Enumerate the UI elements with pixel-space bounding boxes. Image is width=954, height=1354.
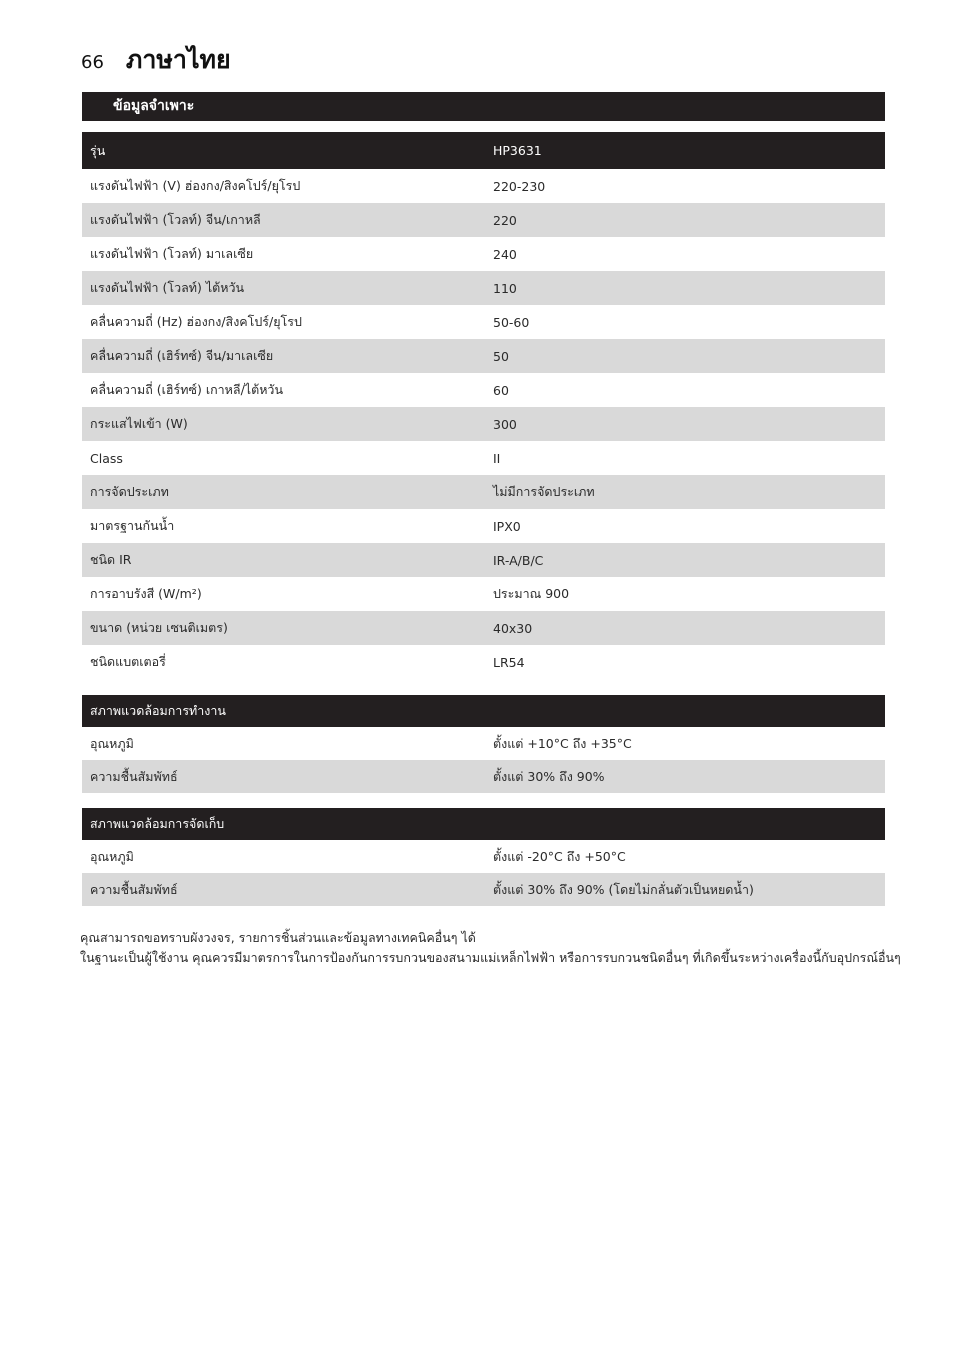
table-row	[82, 441, 885, 475]
section-title: ข้อมูลจำเพาะ	[113, 98, 195, 114]
spec-label: ขนาด (หน่วย เซนติเมตร)	[82, 611, 484, 645]
spec-label: คลื่นความถี่ (Hz) ฮ่องกง/สิงคโปร์/ยุโรป	[90, 314, 302, 329]
model-label: รุ่น	[82, 132, 484, 169]
spec-value: ตั้งแต่ 30% ถึง 90% (โดยไม่กลั่นตัวเป็นหยดน้ำ)	[484, 873, 885, 906]
table-row	[82, 760, 885, 793]
spec-label: ความชื้นสัมพัทธ์	[82, 873, 484, 906]
spec-value: 220-230	[493, 178, 546, 194]
spec-label: การจัดประเภท	[82, 475, 484, 509]
spec-value: 240	[493, 246, 517, 262]
spec-value: II	[493, 450, 501, 466]
spec-label: แรงดันไฟฟ้า (โวลท์) มาเลเซีย	[90, 246, 254, 261]
spec-label: อุณหภูมิ	[90, 848, 134, 864]
specifications-table	[82, 132, 885, 679]
spec-label: แรงดันไฟฟ้า (โวลท์) ไต้หวัน	[82, 271, 484, 305]
footnote: คุณสามารถขอทราบผังวงจร, รายการชิ้นส่วนและข้อมูลทางเทคนิคอื่นๆ ได้	[80, 930, 476, 945]
storage-environment-title: สภาพแวดล้อมการจัดเก็บ	[82, 808, 885, 840]
table-row	[82, 305, 885, 339]
table-row	[82, 237, 885, 271]
spec-value: 220	[484, 203, 885, 237]
spec-value: 110	[484, 271, 885, 305]
spec-label: คลื่นความถี่ (เฮิร์ทซ์) เกาหลี/ไต้หวัน	[90, 382, 283, 397]
spec-value: LR54	[493, 654, 525, 670]
operating-environment-title: สภาพแวดล้อมการทำงาน	[82, 695, 885, 727]
spec-value: 300	[484, 407, 885, 441]
table-row	[82, 203, 885, 237]
table-row	[82, 475, 885, 509]
spec-label: ชนิด IR	[82, 543, 484, 577]
spec-value: 40x30	[484, 611, 885, 645]
spec-label: ความชื้นสัมพัทธ์	[82, 760, 484, 793]
spec-value: IR-A/B/C	[484, 543, 885, 577]
page-language-title: ภาษาไทย	[125, 45, 231, 74]
section-title-bar	[82, 92, 885, 121]
table-row	[82, 407, 885, 441]
spec-value: 50-60	[493, 314, 530, 330]
table-row	[82, 873, 885, 906]
spec-label: คลื่นความถี่ (เฮิร์ทซ์) จีน/มาเลเซีย	[82, 339, 484, 373]
storage-environment-table	[82, 808, 885, 906]
page-number: 66	[81, 52, 104, 73]
spec-value: ตั้งแต่ -20°C ถึง +50°C	[493, 848, 626, 864]
spec-value: ตั้งแต่ 30% ถึง 90%	[484, 760, 885, 793]
spec-label: มาตรฐานกันน้ำ	[90, 518, 175, 533]
spec-value: ตั้งแต่ +10°C ถึง +35°C	[493, 735, 632, 751]
table-row	[82, 577, 885, 611]
spec-label: Class	[90, 450, 123, 466]
table-row	[82, 271, 885, 305]
spec-label: แรงดันไฟฟ้า (V) ฮ่องกง/สิงคโปร์/ยุโรป	[90, 178, 301, 193]
footnotes	[80, 928, 900, 968]
table-row	[82, 509, 885, 543]
page-header	[81, 40, 231, 80]
table-header-row	[82, 808, 885, 840]
table-header-row	[82, 132, 885, 169]
spec-label: ชนิดแบตเตอรี่	[90, 654, 166, 669]
table-row	[82, 373, 885, 407]
table-row	[82, 339, 885, 373]
footnote: ในฐานะเป็นผู้ใช้งาน คุณควรมีมาตรการในการป้องกันการรบกวนของสนามแม่เหล็กไฟฟ้า หรือการรบกวนชนิดอื่นๆ ที่เกิดขึ้นระหว่างเครื่องนี้กับอุปกรณ์อื่นๆ	[80, 950, 901, 965]
model-value: HP3631	[484, 132, 885, 169]
spec-label: แรงดันไฟฟ้า (โวลท์) จีน/เกาหลี	[82, 203, 484, 237]
spec-value: 60	[493, 382, 509, 398]
table-row	[82, 611, 885, 645]
spec-value: IPX0	[493, 518, 521, 534]
table-row	[82, 645, 885, 679]
spec-label: กระแสไฟเข้า (W)	[82, 407, 484, 441]
spec-value: ไม่มีการจัดประเภท	[484, 475, 885, 509]
table-row	[82, 727, 885, 760]
table-row	[82, 840, 885, 873]
spec-label: อุณหภูมิ	[90, 735, 134, 751]
table-row	[82, 543, 885, 577]
spec-value: 50	[484, 339, 885, 373]
table-row	[82, 169, 885, 203]
spec-label: การอาบรังสี (W/m²)	[90, 586, 202, 601]
operating-environment-table	[82, 695, 885, 793]
table-header-row	[82, 695, 885, 727]
spec-value: ประมาณ 900	[493, 586, 570, 601]
